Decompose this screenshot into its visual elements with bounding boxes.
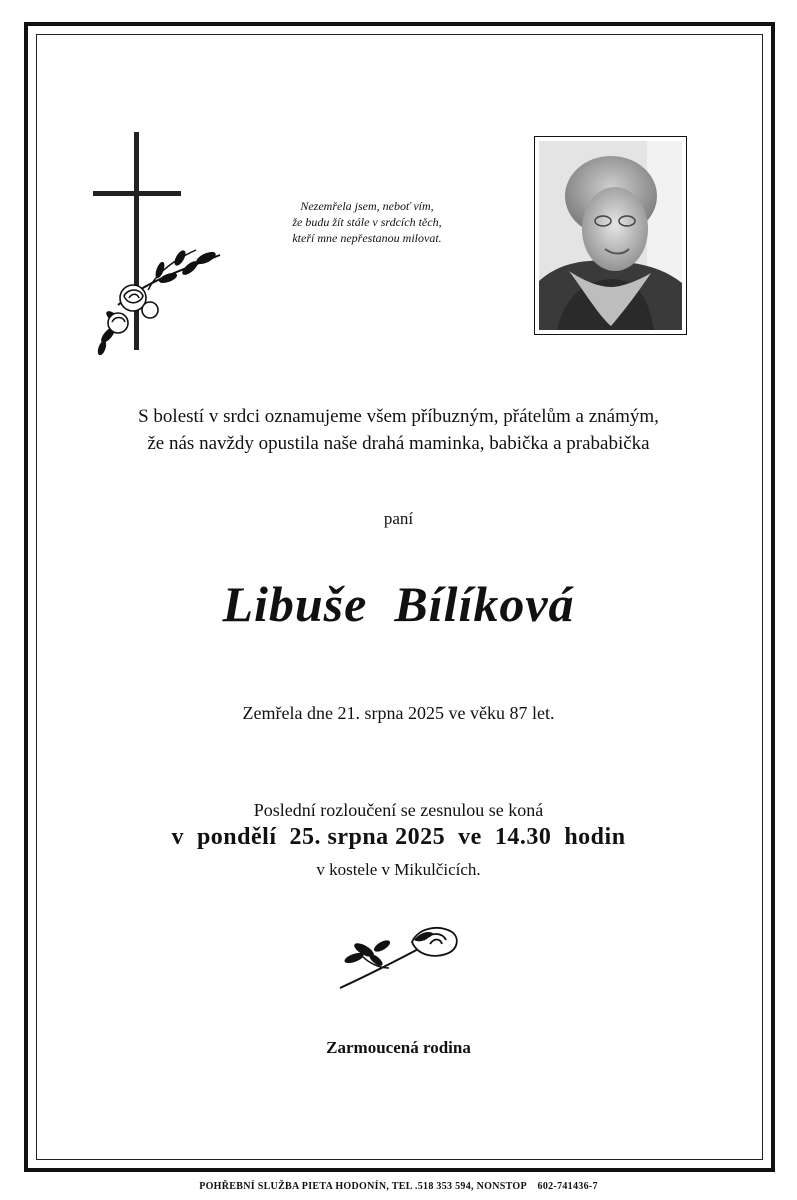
rose-icon <box>334 922 464 992</box>
announcement-line: že nás navždy opustila naše drahá maminka, babička a prababička <box>147 433 650 454</box>
verse-line: kteří mne nepřestanou milovat. <box>292 231 442 245</box>
signature: Zarmoucená rodina <box>326 1038 471 1057</box>
verse <box>232 198 502 246</box>
verse-line: že budu žít stále v srdcích těch, <box>292 215 442 229</box>
footer: POHŘEBNÍ SLUŽBA PIETA HODONÍN, TEL .518 353 594, NONSTOP 602-741436-7 <box>199 1181 598 1192</box>
verse-line: Nezemřela jsem, neboť vím, <box>300 199 434 213</box>
announcement-line: S bolestí v srdci oznamujeme všem příbuzným, přátelům a známým, <box>138 406 659 427</box>
announcement <box>0 403 797 457</box>
farewell-place: v kostele v Mikulčicích. <box>316 860 481 879</box>
death-notice: Zemřela dne 21. srpna 2025 ve věku 87 let. <box>242 703 555 723</box>
title-word: paní <box>383 509 414 528</box>
portrait-photo <box>534 136 687 335</box>
cross-with-roses-icon <box>88 130 228 356</box>
farewell-intro: Poslední rozloučení se zesnulou se koná <box>253 800 544 820</box>
farewell-datetime: v pondělí 25. srpna 2025 ve 14.30 hodin <box>171 824 626 850</box>
deceased-name: Libuše Bílíková <box>222 576 575 632</box>
